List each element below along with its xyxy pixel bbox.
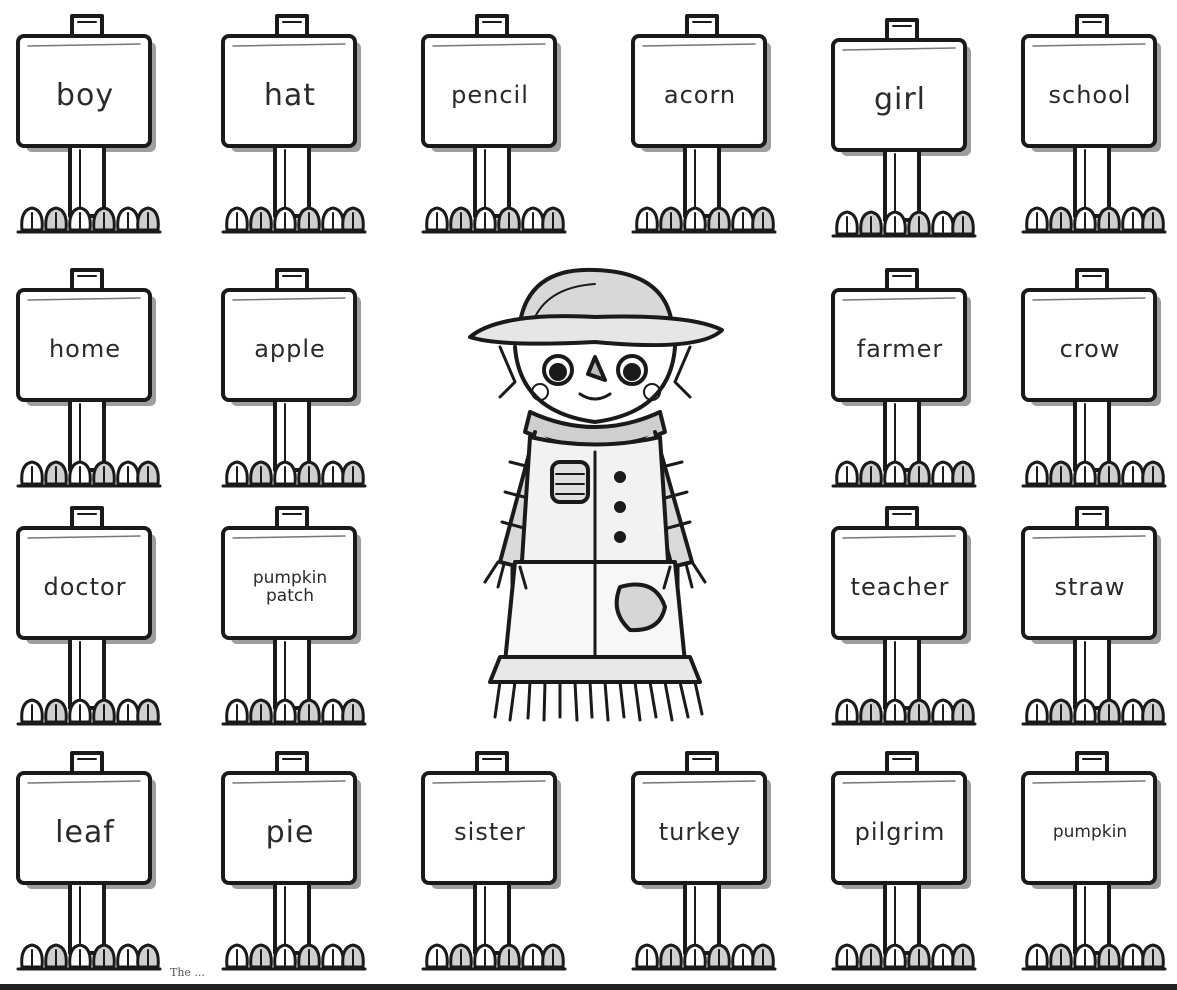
sign-post [1075,638,1109,708]
sign-post [70,400,104,470]
sign-label: pumpkin [1052,822,1128,843]
sign-pencil [415,8,565,238]
sign-post [70,638,104,708]
sign-label: doctor [43,573,127,602]
sign-post [1075,400,1109,470]
sign-label: acorn [663,81,737,110]
sign-apple [215,262,365,492]
sign-straw [1015,500,1165,730]
sign-label: turkey [658,818,742,847]
sign-post [685,146,719,216]
sign-label: teacher [850,573,950,602]
sign-girl [825,12,975,242]
sign-pilgrim [825,745,975,975]
sign-label: straw [1054,573,1126,602]
sign-post [475,883,509,953]
sign-teacher [825,500,975,730]
sign-label: farmer [856,335,944,364]
sign-home [10,262,160,492]
sign-post [885,638,919,708]
sign-label: pumpkin patch [252,568,328,606]
sign-pumpkin-patch [215,500,365,730]
watermark-text: The ... [170,966,205,979]
sign-school [1015,8,1165,238]
sign-post [275,883,309,953]
sign-post [70,146,104,216]
sign-label: home [48,335,122,364]
sign-pie [215,745,365,975]
sign-post [885,400,919,470]
sign-label: pencil [451,81,529,110]
sign-label: pie [265,815,315,851]
sign-label: girl [873,82,927,118]
sign-post [1075,146,1109,216]
sign-label: hat [263,78,317,114]
sign-boy [10,8,160,238]
sign-post [885,883,919,953]
sign-label: leaf [55,815,115,851]
sign-post [475,146,509,216]
sign-post [70,883,104,953]
sign-post [885,150,919,220]
sign-label: sister [454,818,526,847]
sign-sister [415,745,565,975]
sign-post [685,883,719,953]
sign-label: pilgrim [854,818,946,847]
sign-pumpkin [1015,745,1165,975]
sign-post [275,400,309,470]
sign-crow [1015,262,1165,492]
sign-label: boy [55,78,115,114]
sign-post [275,638,309,708]
sign-label: apple [254,335,326,364]
sign-label: school [1048,81,1132,110]
sign-turkey [625,745,775,975]
sign-leaf [10,745,160,975]
scarecrow-illustration [460,262,730,722]
sign-doctor [10,500,160,730]
bottom-border [0,984,1177,990]
sign-acorn [625,8,775,238]
sign-label: crow [1059,335,1121,364]
sign-hat [215,8,365,238]
sign-post [1075,883,1109,953]
sign-post [275,146,309,216]
sign-farmer [825,262,975,492]
